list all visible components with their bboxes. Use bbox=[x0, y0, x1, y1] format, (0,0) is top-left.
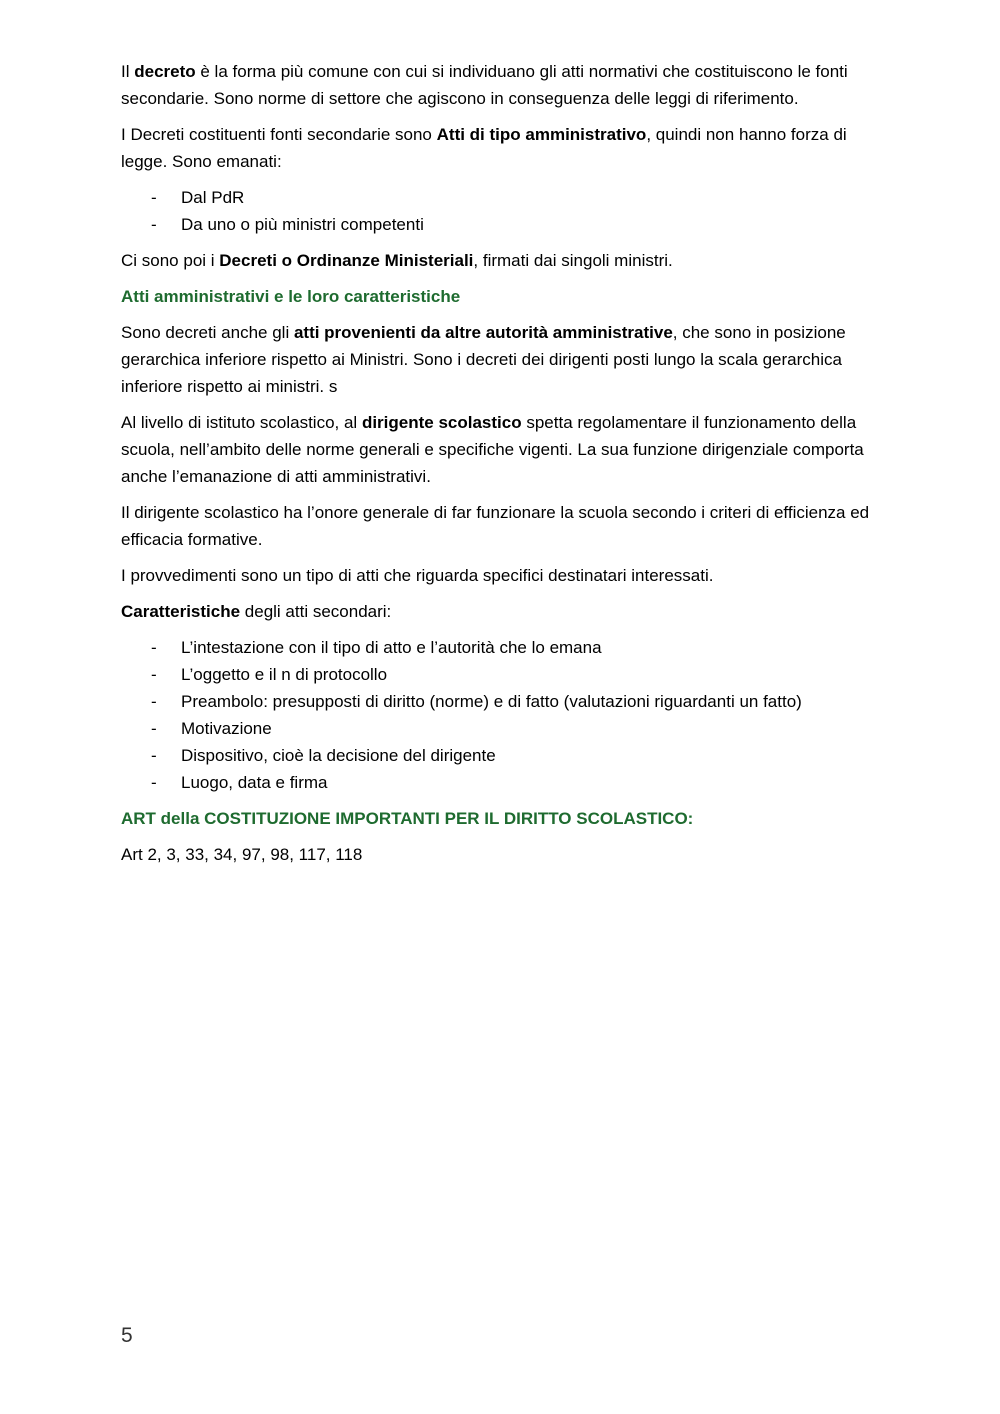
text: , firmati dai singoli ministri. bbox=[473, 251, 673, 270]
section-heading-costituzione: ART della COSTITUZIONE IMPORTANTI PER IL DIRITTO SCOLASTICO: bbox=[121, 809, 694, 828]
list-item-text: L’intestazione con il tipo di atto e l’autorità che lo emana bbox=[181, 638, 602, 657]
paragraph-onore: Il dirigente scolastico ha l’onore generale di far funzionare la scuola secondo i criteri di efficienza ed efficacia formative. bbox=[121, 503, 870, 549]
dash-bullet: - bbox=[151, 638, 157, 657]
text: è la forma più comune con cui si individuano gli atti normativi che costituiscono le fonti secondarie. Sono norme di settore che agiscono in conseguenza delle leggi di riferimento. bbox=[121, 62, 848, 108]
paragraph-caratteristiche bbox=[121, 598, 881, 625]
bold-term-decreto: decreto bbox=[134, 62, 196, 81]
bold-term-atti-amministrativi: Atti di tipo amministrativo bbox=[436, 125, 647, 144]
paragraph-provvedimenti: I provvedimenti sono un tipo di atti che riguarda specifici destinatari interessati. bbox=[121, 566, 714, 585]
list-item-text: Da uno o più ministri competenti bbox=[181, 215, 424, 234]
document-page bbox=[121, 58, 881, 877]
list-item bbox=[121, 184, 881, 211]
page-number: 5 bbox=[121, 1324, 133, 1347]
list-emanati bbox=[121, 184, 881, 238]
dash-bullet: - bbox=[151, 188, 157, 207]
text: I Decreti costituenti fonti secondarie sono bbox=[121, 125, 437, 144]
paragraph-decreti-fonti bbox=[121, 121, 881, 175]
list-item bbox=[121, 661, 881, 688]
dash-bullet: - bbox=[151, 746, 157, 765]
section-heading-atti-amministrativi: Atti amministrativi e le loro caratteristiche bbox=[121, 287, 461, 306]
paragraph-decreto bbox=[121, 58, 881, 112]
bold-term-altre-autorita: atti provenienti da altre autorità amministrative bbox=[293, 323, 673, 342]
list-item bbox=[121, 211, 881, 238]
text: Al livello di istituto scolastico, al bbox=[121, 413, 362, 432]
text: , che sono in posizione gerarchica inferiore rispetto ai Ministri. Sono i decreti dei dirigenti posti lungo la scala gerarchica inferiore rispetto ai ministri. s bbox=[121, 323, 846, 396]
paragraph-dirigente bbox=[121, 409, 881, 490]
list-item-text: Luogo, data e firma bbox=[181, 773, 328, 792]
dash-bullet: - bbox=[151, 215, 157, 234]
list-item-text: Dispositivo, cioè la decisione del dirigente bbox=[181, 746, 496, 765]
list-item bbox=[121, 715, 881, 742]
bold-term-caratteristiche: Caratteristiche bbox=[121, 602, 241, 621]
dash-bullet: - bbox=[151, 773, 157, 792]
text: Ci sono poi i bbox=[121, 251, 220, 270]
text: spetta regolamentare il funzionamento della scuola, nell’ambito delle norme generali e specifiche vigenti. La sua funzione dirigenziale comporta anche l’emanazione di atti amministrativi. bbox=[121, 413, 864, 486]
dash-bullet: - bbox=[151, 692, 157, 711]
paragraph-articoli: Art 2, 3, 33, 34, 97, 98, 117, 118 bbox=[121, 845, 363, 864]
list-item-text: L’oggetto e il n di protocollo bbox=[181, 665, 388, 684]
list-item-text: Dal PdR bbox=[181, 188, 245, 207]
paragraph-ordinanze bbox=[121, 247, 881, 274]
list-caratteristiche bbox=[121, 634, 881, 796]
dash-bullet: - bbox=[151, 665, 157, 684]
list-item-text: Motivazione bbox=[181, 719, 272, 738]
list-item bbox=[121, 634, 881, 661]
list-item-text: Preambolo: presupposti di diritto (norme) e di fatto (valutazioni riguardanti un fatto) bbox=[181, 692, 802, 711]
list-item bbox=[121, 688, 881, 715]
dash-bullet: - bbox=[151, 719, 157, 738]
paragraph-altre-autorita bbox=[121, 319, 881, 400]
bold-term-dirigente: dirigente scolastico bbox=[361, 413, 522, 432]
text: degli atti secondari: bbox=[240, 602, 392, 621]
text: , quindi non hanno forza di legge. Sono emanati: bbox=[121, 125, 847, 171]
text: Il bbox=[121, 62, 135, 81]
text: Sono decreti anche gli bbox=[121, 323, 294, 342]
list-item bbox=[121, 769, 881, 796]
bold-term-ordinanze: Decreti o Ordinanze Ministeriali bbox=[219, 251, 474, 270]
list-item bbox=[121, 742, 881, 769]
